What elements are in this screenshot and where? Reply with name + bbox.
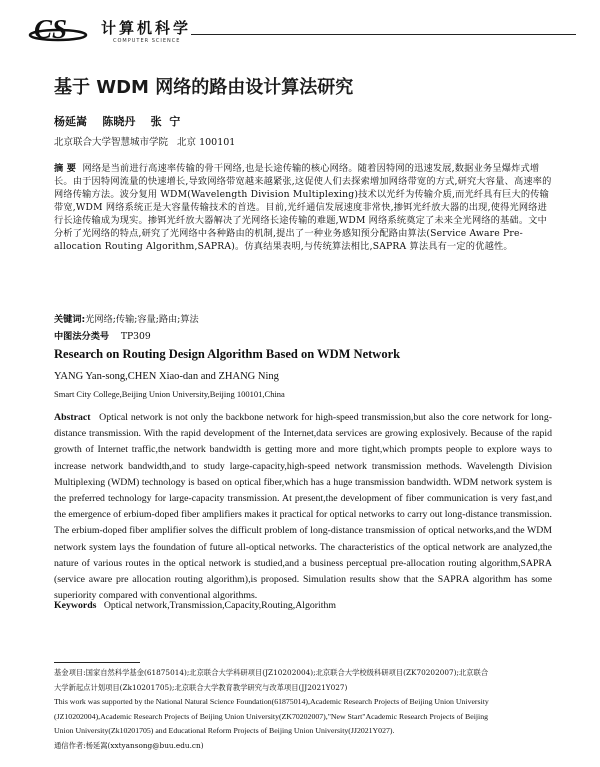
keywords-en bbox=[54, 600, 336, 611]
keywords-text-en: Optical network,Transmission,Capacity,Routing,Algorithm bbox=[103, 600, 337, 611]
keywords-label-cn: 关键词: bbox=[54, 314, 86, 325]
paper-title-cn: 基于 WDM 网络的路由设计算法研究 bbox=[54, 77, 354, 98]
abstract-label-en: Abstract bbox=[54, 412, 91, 423]
journal-logo bbox=[28, 14, 92, 48]
classification-number: TP309 bbox=[120, 331, 151, 342]
abstract-text-en: Optical network is not only the backbone network for high-speed transmission,but also the core network for long-distance transmission. With the rapid development of the Internet,data services are growing explosively. Because of the rapid growth of Internet traffic,the network bandwidth is getting more and more tight,which prompts people to explore ways to increase network bandwidth,and to study large-capacity,high-speed network transmission methods. Wavelength Division Multiplexing (WDM) technology is based on optical fiber,which has a huge transmission bandwidth. WDM network system is the preferred technology for large-capacity transmission. At present,the development of fiber communication is very fast,and the emergence of erbium-doped fiber amplifiers makes it practical for optical networks to carry out long-distance transmission. The erbium-doped fiber amplifier solves the difficult problem of long-distance transmission of optical networks,and the WDM network system lays the foundation of future all-optical networks. The characteristics of the optical network are analyzed,the nature of various routes in the optical network is studied,and a business perceptual pre-allocation routing algorithm,SAPRA (service aware pre allocation routing algorithm),is proposed. Simulation results show that the SAPRA algorithm has some superiority compared with conventional algorithms. bbox=[54, 412, 552, 602]
logo-text: CS bbox=[34, 14, 68, 44]
abstract-label-cn: 摘 要 bbox=[54, 163, 77, 174]
keywords-cn bbox=[54, 311, 199, 325]
footnote-line: Union University(Zk10201705) and Educational Reform Projects of Beijing Union University(JJ2021Y027). bbox=[54, 726, 395, 735]
paper-title-en: Research on Routing Design Algorithm Based on WDM Network bbox=[54, 347, 401, 361]
abstract-text-cn: 网络是当前进行高速率传输的骨干网络,也是长途传输的核心网络。随着因特网的迅速发展,数据业务呈爆炸式增长。由于因特网流量的快速增长,导致网络带宽越来越紧张,这促使人们去探索增加网络带宽的方式,研究大容量、高速率的网络传输方法。波分复用 WDM(Wavelength Division Multiplexing)技术以光纤为传输介质,而光纤具有巨大的传输带宽,WDM 网络系统正是大容量传输技术的首选。目前,光纤通信发展速度非常快,掺铒光纤放大器的出现,使得光网络进行长途传输成为现实。掺铒光纤放大器解决了光网络长途传输的难题,WDM 网络系统奠定了未来全光网络的基础。文中分析了光网络的特点,研究了光网络中各种路由的机制,提出了一种业务感知预分配路由算法(Service Aware Pre-allocation Routing Algorithm,SAPRA)。仿真结果表明,与传统算法相比,SAPRA 算法具有一定的优越性。 bbox=[54, 163, 552, 252]
header-rule bbox=[191, 34, 576, 35]
authors-cn: 杨延嵩 陈晓丹 张 宁 bbox=[54, 115, 181, 128]
footnote-line: This work was supported by the National Natural Science Foundation(61875014),Academic Research Projects of Beijing Union University bbox=[54, 697, 489, 706]
footnotes bbox=[54, 666, 552, 753]
affiliation-cn: 北京联合大学智慧城市学院 北京 100101 bbox=[54, 137, 236, 148]
footnote-line: (JZ10202004),Academic Research Projects of Beijing Union University(ZK70202007),"New Start"Academic Research Projects of Beijing bbox=[54, 711, 489, 721]
journal-name-en: COMPUTER SCIENCE bbox=[113, 38, 181, 44]
classification-label-cn: 中图法分类号 bbox=[54, 331, 110, 342]
authors-en: YANG Yan-song,CHEN Xiao-dan and ZHANG Ning bbox=[54, 371, 279, 382]
classification-cn bbox=[54, 328, 151, 342]
abstract-cn bbox=[54, 162, 552, 253]
keywords-label-en: Keywords bbox=[54, 600, 97, 611]
journal-header bbox=[28, 14, 576, 50]
abstract-en bbox=[54, 410, 552, 604]
footnote-line: 基金项目:国家自然科学基金(61875014);北京联合大学科研项目(JZ10202004);北京联合大学校级科研项目(ZK70202007);北京联合 bbox=[54, 668, 489, 677]
keywords-text-cn: 光网络;传输;容量;路由;算法 bbox=[85, 314, 199, 325]
corresponding-author: 通信作者:杨延嵩(xxtyansong@buu.edu.cn) bbox=[54, 740, 204, 750]
footnote-line: 大学新起点计划项目(Zk10201705);北京联合大学教育教学研究与改革项目(JJ2021Y027) bbox=[54, 682, 348, 692]
affiliation-en: Smart City College,Beijing Union University,Beijing 100101,China bbox=[54, 389, 285, 399]
journal-name-cn: 计算机科学 bbox=[101, 19, 192, 37]
footnote-rule bbox=[54, 662, 140, 663]
